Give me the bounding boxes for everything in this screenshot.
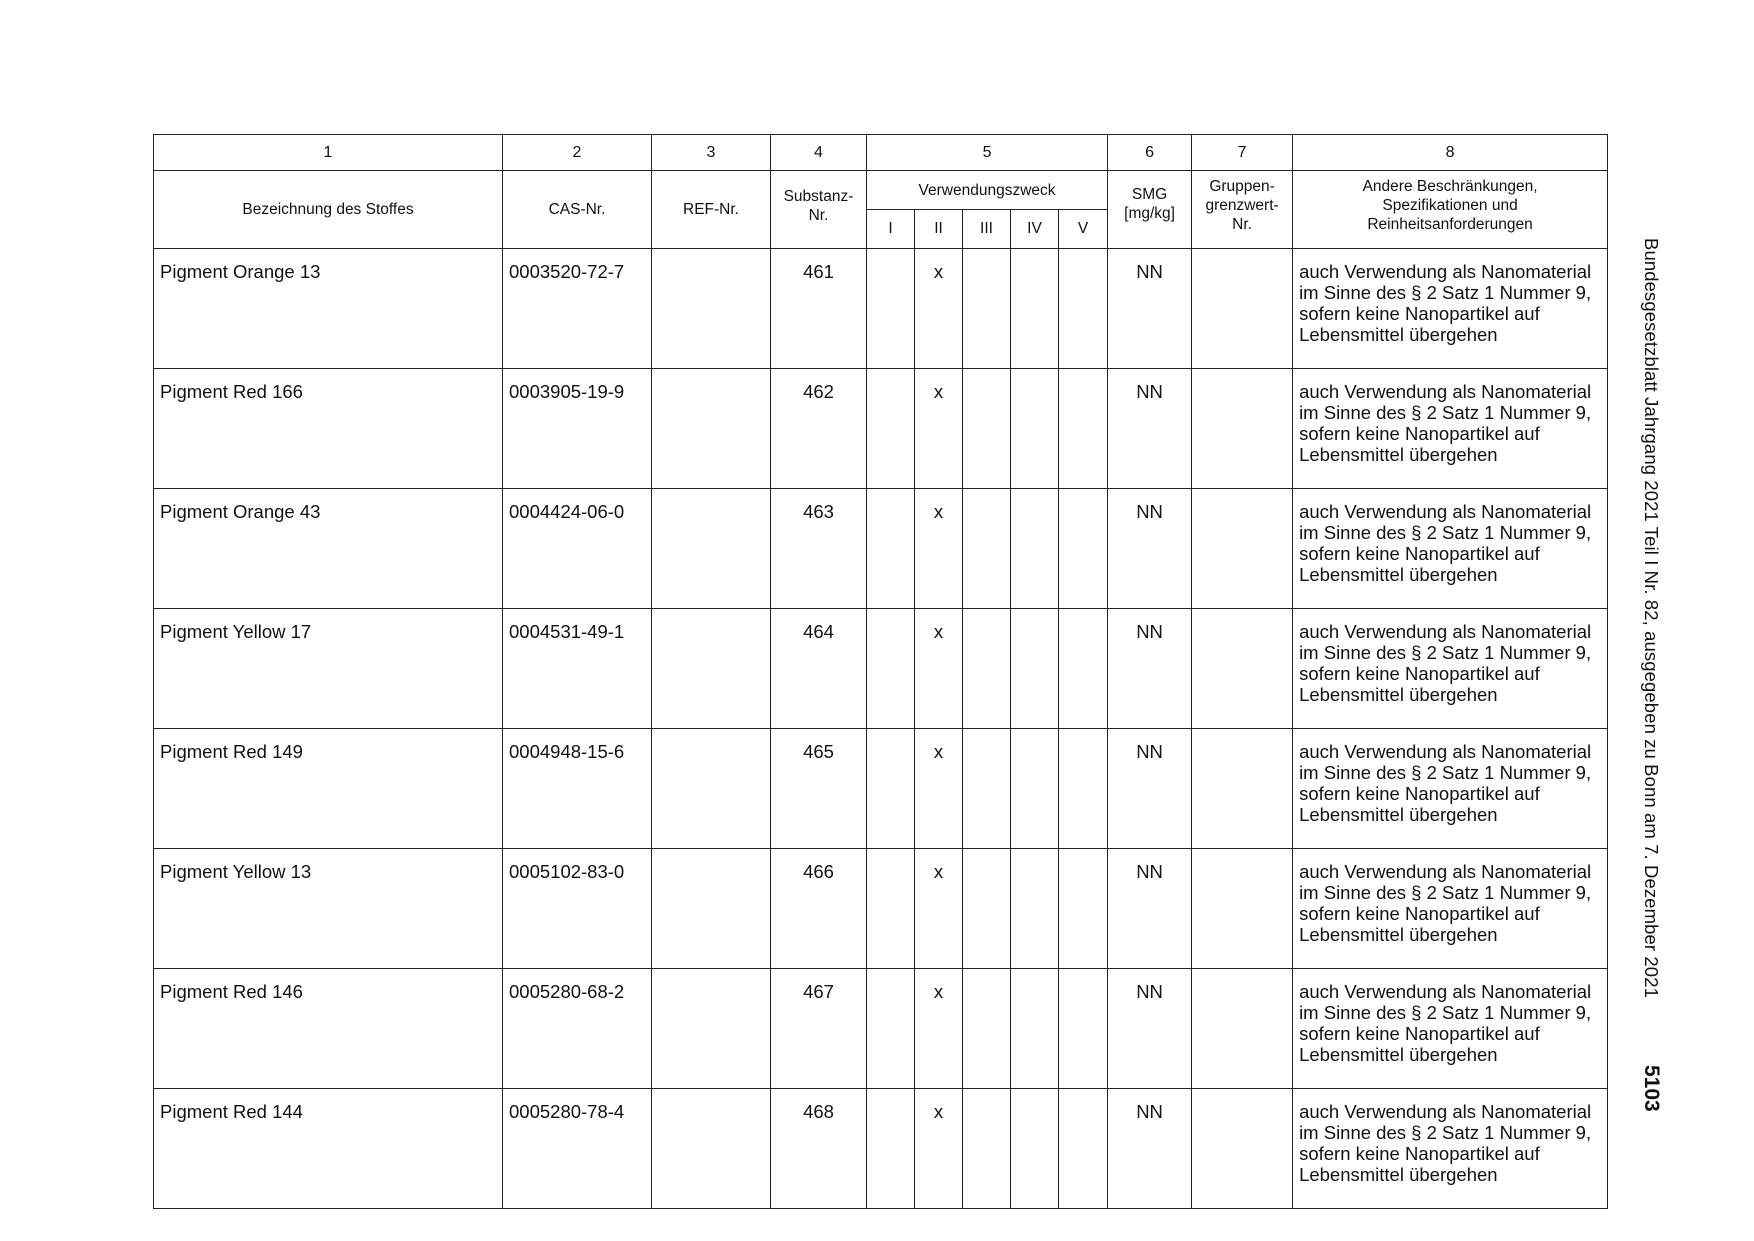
row-substanz: 468 [771, 1089, 867, 1209]
row-zweck-v [1059, 729, 1108, 849]
row-cas: 0004424-06-0 [503, 489, 652, 609]
row-zweck-i [867, 489, 915, 609]
row-zweck-i [867, 249, 915, 369]
page-margin [1640, 238, 1664, 1118]
row-zweck-i [867, 729, 915, 849]
row-gruppe [1192, 849, 1293, 969]
header-cas: CAS-Nr. [503, 171, 652, 249]
row-ref [652, 369, 771, 489]
row-cas: 0004531-49-1 [503, 609, 652, 729]
table-row [154, 369, 1608, 489]
header-zweck-v: V [1059, 210, 1108, 249]
row-name: Pigment Orange 13 [154, 249, 503, 369]
row-zweck-v [1059, 1089, 1108, 1209]
header-zweck-i: I [867, 210, 915, 249]
table-row [154, 1089, 1608, 1209]
row-zweck-ii: x [915, 249, 963, 369]
table-row [154, 729, 1608, 849]
row-gruppe [1192, 1089, 1293, 1209]
row-zweck-v [1059, 849, 1108, 969]
row-substanz: 465 [771, 729, 867, 849]
row-zweck-iv [1011, 249, 1059, 369]
row-zweck-iv [1011, 849, 1059, 969]
column-number: 6 [1108, 135, 1192, 171]
substance-table [153, 134, 1608, 1209]
row-substanz: 466 [771, 849, 867, 969]
row-cas: 0005280-78-4 [503, 1089, 652, 1209]
row-gruppe [1192, 969, 1293, 1089]
table-row [154, 609, 1608, 729]
column-number-row [154, 135, 1608, 171]
row-smg: NN [1108, 489, 1192, 609]
header-substanz: Substanz- Nr. [771, 171, 867, 249]
row-gruppe [1192, 729, 1293, 849]
table-row [154, 969, 1608, 1089]
row-name: Pigment Red 144 [154, 1089, 503, 1209]
row-gruppe [1192, 249, 1293, 369]
row-cas: 0005280-68-2 [503, 969, 652, 1089]
row-zweck-ii: x [915, 969, 963, 1089]
row-zweck-iii [963, 849, 1011, 969]
header-row [154, 171, 1608, 210]
row-name: Pigment Orange 43 [154, 489, 503, 609]
row-cas: 0004948-15-6 [503, 729, 652, 849]
row-zweck-iii [963, 609, 1011, 729]
row-zweck-i [867, 969, 915, 1089]
running-head: Bundesgesetzblatt Jahrgang 2021 Teil I Nr. 82, ausgegeben zu Bonn am 7. Dezember 2021 [1641, 238, 1662, 998]
row-zweck-iv [1011, 969, 1059, 1089]
header-gruppe: Gruppen- grenzwert- Nr. [1192, 171, 1293, 249]
row-zweck-iii [963, 1089, 1011, 1209]
row-zweck-iii [963, 249, 1011, 369]
row-zweck-iii [963, 969, 1011, 1089]
row-restrictions: auch Verwendung als Nanomaterial im Sinne des § 2 Satz 1 Nummer 9, sofern keine Nanopartikel auf Lebensmittel übergehen [1293, 489, 1608, 609]
row-zweck-v [1059, 369, 1108, 489]
column-number: 5 [867, 135, 1108, 171]
table-row [154, 849, 1608, 969]
column-number: 7 [1192, 135, 1293, 171]
row-substanz: 462 [771, 369, 867, 489]
row-ref [652, 969, 771, 1089]
row-zweck-v [1059, 609, 1108, 729]
row-ref [652, 729, 771, 849]
row-ref [652, 1089, 771, 1209]
row-zweck-i [867, 849, 915, 969]
table-body [154, 249, 1608, 1209]
column-number: 4 [771, 135, 867, 171]
row-name: Pigment Red 146 [154, 969, 503, 1089]
row-zweck-i [867, 609, 915, 729]
row-ref [652, 249, 771, 369]
row-cas: 0003905-19-9 [503, 369, 652, 489]
row-zweck-ii: x [915, 489, 963, 609]
row-substanz: 464 [771, 609, 867, 729]
row-ref [652, 849, 771, 969]
row-zweck-v [1059, 249, 1108, 369]
row-zweck-iv [1011, 489, 1059, 609]
row-restrictions: auch Verwendung als Nanomaterial im Sinne des § 2 Satz 1 Nummer 9, sofern keine Nanopartikel auf Lebensmittel übergehen [1293, 609, 1608, 729]
row-smg: NN [1108, 1089, 1192, 1209]
row-zweck-ii: x [915, 369, 963, 489]
row-ref [652, 489, 771, 609]
row-restrictions: auch Verwendung als Nanomaterial im Sinne des § 2 Satz 1 Nummer 9, sofern keine Nanopartikel auf Lebensmittel übergehen [1293, 369, 1608, 489]
row-smg: NN [1108, 249, 1192, 369]
row-zweck-ii: x [915, 729, 963, 849]
column-number: 2 [503, 135, 652, 171]
row-restrictions: auch Verwendung als Nanomaterial im Sinne des § 2 Satz 1 Nummer 9, sofern keine Nanopartikel auf Lebensmittel übergehen [1293, 849, 1608, 969]
row-gruppe [1192, 489, 1293, 609]
table-row [154, 489, 1608, 609]
page-number: 5103 [1640, 1065, 1663, 1112]
row-name: Pigment Yellow 13 [154, 849, 503, 969]
row-smg: NN [1108, 729, 1192, 849]
row-name: Pigment Red 149 [154, 729, 503, 849]
header-smg: SMG [mg/kg] [1108, 171, 1192, 249]
row-smg: NN [1108, 849, 1192, 969]
row-restrictions: auch Verwendung als Nanomaterial im Sinne des § 2 Satz 1 Nummer 9, sofern keine Nanopartikel auf Lebensmittel übergehen [1293, 249, 1608, 369]
row-smg: NN [1108, 969, 1192, 1089]
row-ref [652, 609, 771, 729]
row-zweck-i [867, 1089, 915, 1209]
row-gruppe [1192, 609, 1293, 729]
column-number: 8 [1293, 135, 1608, 171]
header-bezeichnung: Bezeichnung des Stoffes [154, 171, 503, 249]
header-ref: REF-Nr. [652, 171, 771, 249]
header-andere: Andere Beschränkungen, Spezifikationen und Reinheitsanforderungen [1293, 171, 1608, 249]
row-zweck-v [1059, 489, 1108, 609]
row-name: Pigment Yellow 17 [154, 609, 503, 729]
table-row [154, 249, 1608, 369]
row-gruppe [1192, 369, 1293, 489]
row-substanz: 463 [771, 489, 867, 609]
header-zweck-ii: II [915, 210, 963, 249]
row-cas: 0003520-72-7 [503, 249, 652, 369]
row-restrictions: auch Verwendung als Nanomaterial im Sinne des § 2 Satz 1 Nummer 9, sofern keine Nanopartikel auf Lebensmittel übergehen [1293, 969, 1608, 1089]
row-zweck-ii: x [915, 849, 963, 969]
row-zweck-iii [963, 729, 1011, 849]
row-zweck-ii: x [915, 609, 963, 729]
row-smg: NN [1108, 369, 1192, 489]
row-zweck-iv [1011, 1089, 1059, 1209]
row-zweck-iii [963, 489, 1011, 609]
row-zweck-ii: x [915, 1089, 963, 1209]
row-cas: 0005102-83-0 [503, 849, 652, 969]
row-zweck-iv [1011, 369, 1059, 489]
column-number: 1 [154, 135, 503, 171]
row-restrictions: auch Verwendung als Nanomaterial im Sinne des § 2 Satz 1 Nummer 9, sofern keine Nanopartikel auf Lebensmittel übergehen [1293, 1089, 1608, 1209]
row-zweck-iv [1011, 609, 1059, 729]
row-smg: NN [1108, 609, 1192, 729]
row-substanz: 467 [771, 969, 867, 1089]
header-zweck-iii: III [963, 210, 1011, 249]
header-verwendungszweck: Verwendungszweck [867, 171, 1108, 210]
row-zweck-v [1059, 969, 1108, 1089]
row-name: Pigment Red 166 [154, 369, 503, 489]
row-substanz: 461 [771, 249, 867, 369]
row-zweck-iii [963, 369, 1011, 489]
row-zweck-iv [1011, 729, 1059, 849]
row-restrictions: auch Verwendung als Nanomaterial im Sinne des § 2 Satz 1 Nummer 9, sofern keine Nanopartikel auf Lebensmittel übergehen [1293, 729, 1608, 849]
column-number: 3 [652, 135, 771, 171]
row-zweck-i [867, 369, 915, 489]
header-zweck-iv: IV [1011, 210, 1059, 249]
